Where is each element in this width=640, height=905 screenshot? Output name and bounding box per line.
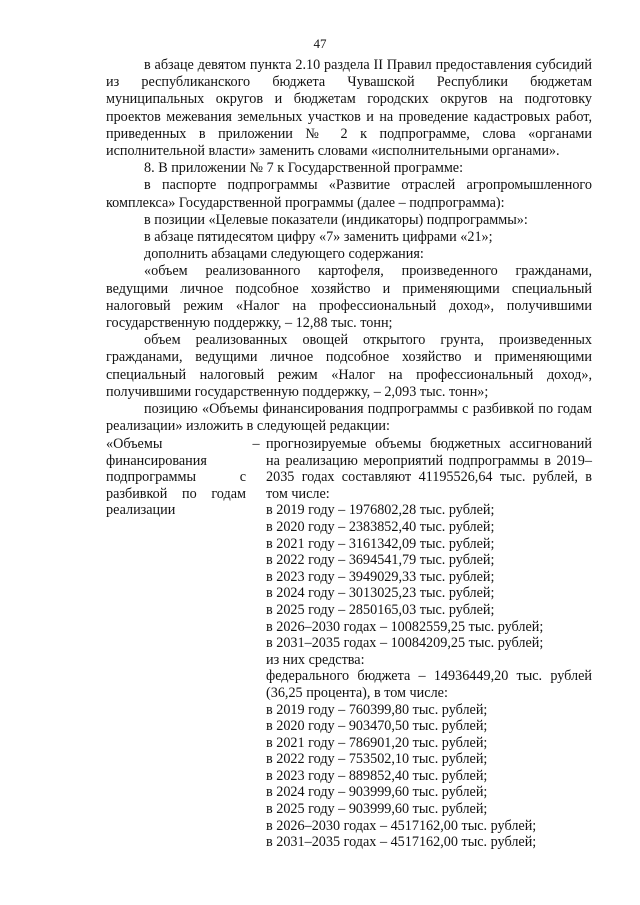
- federal-budget-intro: федерального бюджета – 14936449,20 тыс. рублей (36,25 процента), в том числе:: [266, 668, 592, 701]
- federal-year-line: в 2020 году – 903470,50 тыс. рублей;: [266, 718, 488, 735]
- federal-year-line: в 2031–2035 годах – 4517162,00 тыс. рублей;: [266, 834, 537, 851]
- passport-dash: –: [252, 436, 260, 452]
- total-year-line: в 2023 году – 3949029,33 тыс. рублей;: [266, 568, 495, 585]
- passport-position-label: «Объемы финансирования подпрограммы с разбивкой по годам реализации: [106, 436, 246, 519]
- federal-year-line: в 2025 году – 903999,60 тыс. рублей;: [266, 801, 488, 818]
- federal-year-line: в 2026–2030 годах – 4517162,00 тыс. рублей;: [266, 817, 537, 834]
- federal-year-line: в 2019 году – 760399,80 тыс. рублей;: [266, 701, 488, 718]
- total-year-line: в 2031–2035 годах – 10084209,25 тыс. рублей;: [266, 635, 544, 652]
- passport-financing-text: [266, 436, 592, 851]
- paragraph: дополнить абзацами следующего содержания:: [144, 246, 424, 263]
- financing-intro: прогнозируемые объемы бюджетных ассигнований на реализацию мероприятий подпрограммы в 2019–2035 годах составляют 41195526,64 тыс. рублей, в том числе:: [266, 436, 592, 502]
- total-year-line: в 2022 году – 3694541,79 тыс. рублей;: [266, 552, 495, 569]
- total-year-line: в 2019 году – 1976802,28 тыс. рублей;: [266, 502, 495, 519]
- paragraph: объем реализованных овощей открытого грунта, произведенных гражданами, ведущими личное подсобное хозяйство и применяющими специальный налоговый режим «Налог на профессиональный доход», получившими государственную поддержку, – 2,093 тыс. тонн»;: [106, 332, 592, 400]
- total-year-line: в 2021 году – 3161342,09 тыс. рублей;: [266, 535, 495, 552]
- total-year-line: в 2025 году – 2850165,03 тыс. рублей;: [266, 601, 495, 618]
- paragraph: в абзаце пятидесятом цифру «7» заменить цифрами «21»;: [144, 229, 493, 246]
- passport-financing-table: [106, 436, 592, 851]
- federal-year-line: в 2024 году – 903999,60 тыс. рублей;: [266, 784, 488, 801]
- total-year-line: в 2026–2030 годах – 10082559,25 тыс. рублей;: [266, 618, 544, 635]
- total-year-line: в 2020 году – 2383852,40 тыс. рублей;: [266, 518, 495, 535]
- paragraph: «объем реализованного картофеля, произведенного гражданами, ведущими личное подсобное хозяйство и применяющими специальный налоговый режим «Налог на профессиональный доход», получившими государственную поддержку, – 12,88 тыс. тонн;: [106, 263, 592, 332]
- document-body: [106, 57, 592, 435]
- sources-label: из них средства:: [266, 651, 365, 668]
- total-year-line: в 2024 году – 3013025,23 тыс. рублей;: [266, 585, 495, 602]
- paragraph: 8. В приложении № 7 к Государственной программе:: [144, 160, 464, 177]
- federal-year-line: в 2023 году – 889852,40 тыс. рублей;: [266, 767, 488, 784]
- paragraph: в позиции «Целевые показатели (индикаторы) подпрограммы»:: [144, 211, 528, 228]
- page-number: 47: [313, 36, 327, 51]
- paragraph: в паспорте подпрограммы «Развитие отраслей агропромышленного комплекса» Государственной программы (далее – подпрограмма):: [106, 177, 592, 211]
- paragraph: позицию «Объемы финансирования подпрограммы с разбивкой по годам реализации» изложить в следующей редакции:: [106, 401, 592, 435]
- federal-year-line: в 2022 году – 753502,10 тыс. рублей;: [266, 751, 488, 768]
- paragraph: в абзаце девятом пункта 2.10 раздела II Правил предоставления субсидий из республиканского бюджета Чувашской Республики бюджетам муниципальных округов и бюджетам городских округов на подготовку проектов межевания земельных участков и на проведение кадастровых работ, приведенных в приложении № 2 к подпрограмме, слова «органами исполнительной власти» заменить словами «исполнительными органами».: [106, 57, 592, 160]
- federal-year-line: в 2021 году – 786901,20 тыс. рублей;: [266, 734, 488, 751]
